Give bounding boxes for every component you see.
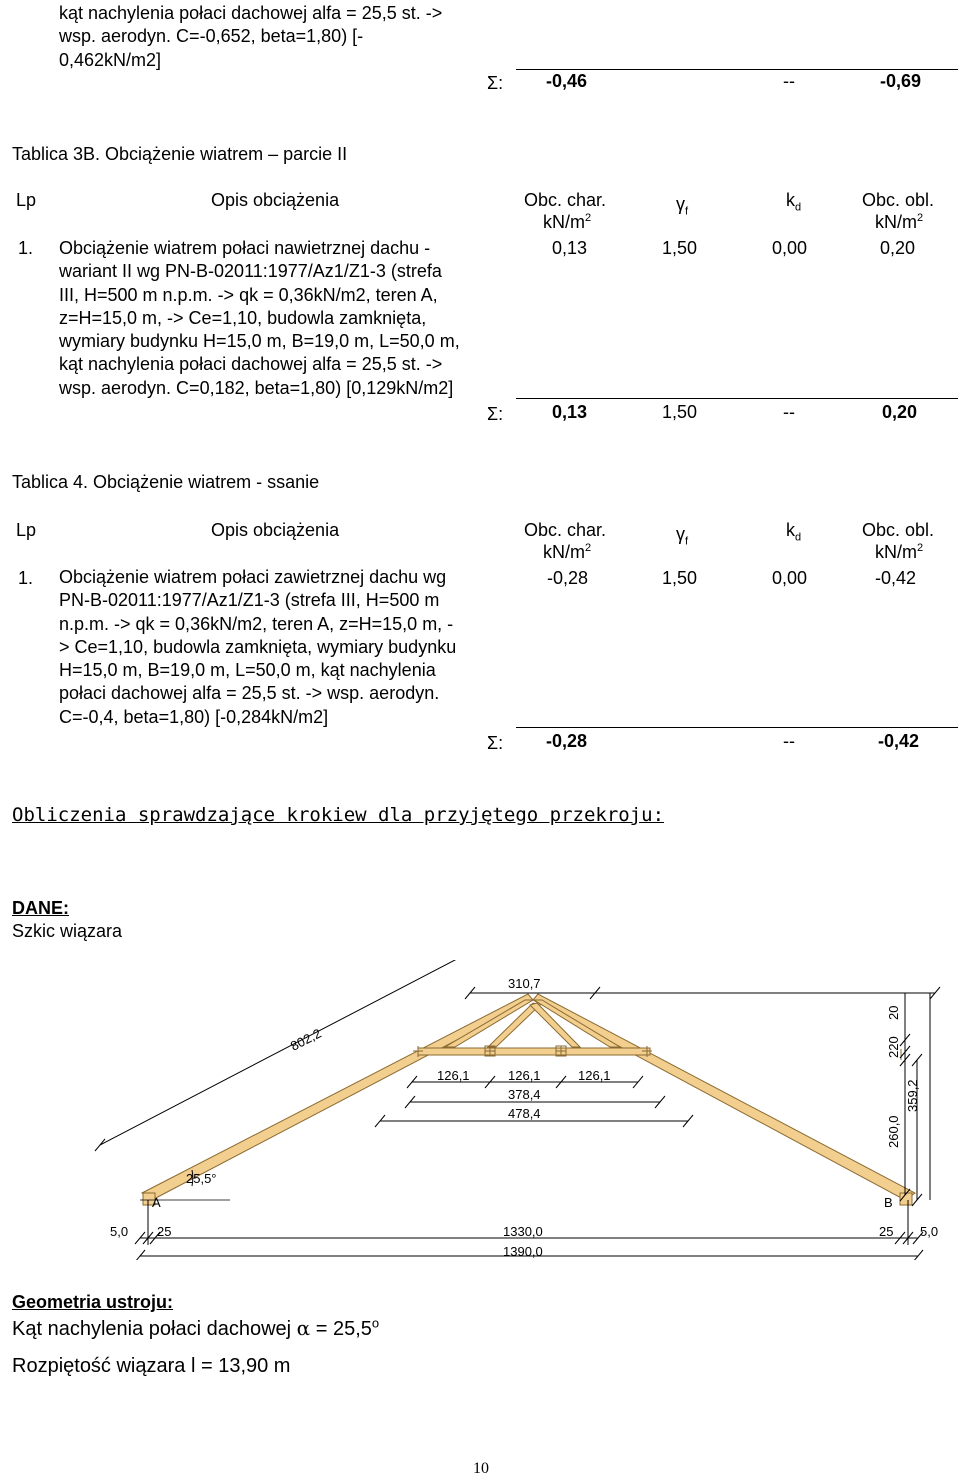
dim-collar-3: 126,1 (578, 1068, 611, 1083)
t4-sum-line (516, 727, 958, 728)
dim-collar-2: 126,1 (508, 1068, 541, 1083)
dim-top: 310,7 (508, 976, 541, 991)
bottom-1390: 1390,0 (503, 1244, 543, 1259)
collar-beam (418, 1048, 650, 1055)
dim-right-260: 260,0 (886, 1115, 901, 1148)
dim-478: 478,4 (508, 1106, 541, 1121)
t3b-row-gamma: 1,50 (662, 238, 698, 258)
top-sum-char: -0,46 (546, 71, 588, 91)
t4-row-char: -0,28 (547, 568, 589, 588)
t3b-row-char: 0,13 (552, 238, 588, 258)
dim-right-3592: 359,2 (905, 1079, 920, 1112)
truss-drawing (0, 960, 960, 1260)
dim-right-20: 20 (886, 1005, 901, 1020)
t4-header-kd: $k_d$ (786, 520, 802, 544)
top-sum-label: Σ: (487, 73, 504, 93)
t4-header-gamma: $\gamma_f$ (676, 524, 689, 548)
right-strut (534, 1000, 620, 1047)
table-3b-title: Tablica 3B. Obciążenie wiatrem – parcie II (12, 144, 348, 164)
t4-header-char-unit: $kN/m^2$ (543, 542, 592, 562)
bottom-50-left: 5,0 (110, 1224, 129, 1239)
top-sum-line (516, 69, 958, 70)
support-b-label: B (884, 1195, 893, 1210)
t4-header-obl: Obc. obl. (862, 520, 935, 540)
t4-sum-char: -0,28 (546, 731, 588, 751)
t3b-sum-kd: -- (783, 402, 795, 422)
t3b-header-opis: Opis obciążenia (211, 190, 340, 210)
bottom-1330: 1330,0 (503, 1224, 543, 1239)
bottom-50-right: 5,0 (920, 1224, 939, 1239)
t3b-header-lp: Lp (16, 190, 37, 210)
t3b-sum-label: Σ: (487, 404, 504, 424)
t3b-row-desc: Obciążenie wiatrem połaci nawietrznej dachu - wariant II wg PN-B-02011:1977/Az1/Z1-3 (strefa III, H=500 m n.p.m. -> qk = 0,36kN/m2, teren A, z=H=15,0 m, -> Ce=1,10, budowla zamknięta, wymiary budynku H=15,0 m, B=19,0 m, L=50,0 m, kąt nachylenia połaci dachowej alfa = 25,5 st. -> wsp. aerodyn. C=0,182, beta=1,80) [0,129kN/m2] (59, 238, 460, 398)
dim-right-220: 220 (886, 1036, 901, 1058)
t3b-header-char-unit: $kN/m^2$ (543, 212, 592, 232)
t4-row-lp: 1. (18, 568, 34, 588)
t4-header-opis: Opis obciążenia (211, 520, 340, 540)
right-rafter (533, 994, 915, 1200)
t3b-row-obl: 0,20 (880, 238, 916, 258)
t4-header-char: Obc. char. (524, 520, 607, 540)
t3b-header-char: Obc. char. (524, 190, 607, 210)
t4-sum-label: Σ: (487, 733, 504, 753)
t3b-header-obl: Obc. obl. (862, 190, 935, 210)
t3b-sum-char: 0,13 (552, 402, 588, 422)
geometry-heading: Geometria ustroju: (12, 1292, 174, 1312)
support-a-label: A (152, 1195, 161, 1210)
t4-row-kd: 0,00 (772, 568, 808, 588)
t3b-sum-gamma: 1,50 (662, 402, 698, 422)
t3b-sum-obl: 0,20 (882, 402, 918, 422)
t4-row-obl: -0,42 (875, 568, 917, 588)
t3b-header-kd: $k_d$ (786, 190, 802, 214)
geometry-span-line: Rozpiętość wiązara l = 13,90 m (12, 1355, 291, 1377)
alpha-symbol: α (296, 1316, 311, 1340)
bottom-25-left: 25 (157, 1224, 172, 1239)
table-4-title: Tablica 4. Obciążenie wiatrem - ssanie (12, 472, 320, 492)
left-rafter (142, 994, 533, 1200)
top-continuation-text: kąt nachylenia połaci dachowej alfa = 25,5 st. -> wsp. aerodyn. C=-0,652, beta=1,80) [- 0,462kN/m2] (59, 3, 443, 70)
t3b-row-lp: 1. (18, 238, 34, 258)
t4-sum-obl: -0,42 (878, 731, 920, 751)
bottom-25-right: 25 (879, 1224, 894, 1239)
t3b-row-kd: 0,00 (772, 238, 808, 258)
dim-rafter: 802,2 (287, 1025, 324, 1054)
top-sum-obl: -0,69 (880, 71, 922, 91)
t3b-header-obl-unit: $kN/m^2$ (875, 212, 924, 232)
t4-row-desc: Obciążenie wiatrem połaci zawietrznej dachu wg PN-B-02011:1977/Az1/Z1-3 (strefa III, H=500 m n.p.m. -> qk = 0,36kN/m2, teren A, z=H=15,0 m, - > Ce=1,10, budowla zamknięta, wymiary budynku H=15,0 m, B=19,0 m, L=50,0 m, kąt nachylenia połaci dachowej alfa = 25,5 st. -> wsp. aerodyn. C=-0,4, beta=1,80) [-0,284kN/m2] (59, 567, 457, 727)
dim-378: 378,4 (508, 1087, 541, 1102)
szkic-label: Szkic wiązara (12, 921, 123, 941)
t4-row-gamma: 1,50 (662, 568, 698, 588)
t3b-sum-line (516, 398, 958, 399)
page-number: 10 (473, 1460, 489, 1477)
dane-label: DANE: (12, 898, 69, 918)
angle-label: 25,5° (186, 1171, 217, 1186)
dim-collar-1: 126,1 (437, 1068, 470, 1083)
t3b-header-gamma: $\gamma_f$ (676, 194, 689, 218)
t4-header-obl-unit: $kN/m^2$ (875, 542, 924, 562)
top-sum-kd: -- (783, 71, 795, 91)
section-heading: Obliczenia sprawdzające krokiew dla przyjętego przekroju: (12, 804, 665, 826)
t4-header-lp: Lp (16, 520, 37, 540)
geometry-angle-line: Kąt nachylenia połaci dachowej $\alpha = 25,5^o$ (12, 1315, 380, 1340)
t4-sum-kd: -- (783, 731, 795, 751)
